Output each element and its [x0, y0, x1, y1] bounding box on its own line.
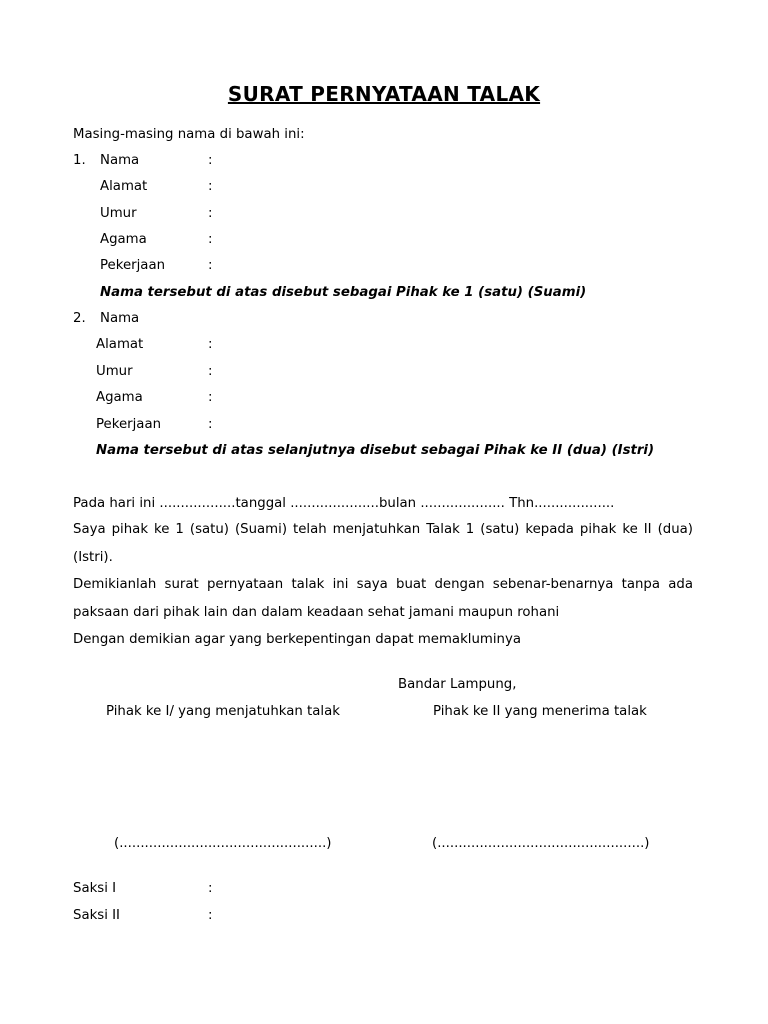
party2-colon-alamat: : — [208, 337, 213, 352]
place-text: Bandar Lampung, — [398, 677, 517, 692]
declaration-line-1: Demikianlah surat pernyataan talak ini saya buat dengan sebenar-benarnya tanpa ada — [73, 577, 693, 592]
signer2-blank: (.................................................) — [432, 836, 650, 851]
closing-text: Dengan demikian agar yang berkepentingan dapat memakluminya — [73, 632, 521, 647]
signer1-blank: (.................................................) — [114, 836, 332, 851]
party2-note: Nama tersebut di atas selanjutnya disebut sebagai Pihak ke II (dua) (Istri) — [96, 443, 655, 458]
party2-field-pekerjaan: Pekerjaan — [96, 417, 162, 432]
signer2-label: Pihak ke II yang menerima talak — [433, 704, 647, 719]
party2-colon-pekerjaan: : — [208, 417, 213, 432]
signer1-label: Pihak ke I/ yang menjatuhkan talak — [106, 704, 340, 719]
party1-colon-nama: : — [208, 153, 213, 168]
party2-colon-umur: : — [208, 364, 213, 379]
party1-colon-agama: : — [208, 232, 213, 247]
declaration-line-2: paksaan dari pihak lain dan dalam keadaan sehat jamani maupun rohani — [73, 605, 560, 620]
party1-note: Nama tersebut di atas disebut sebagai Pihak ke 1 (satu) (Suami) — [100, 285, 587, 300]
witness-1-colon: : — [208, 881, 213, 896]
date-line: Pada hari ini ..................tanggal .....................bulan .................... Thn................... — [73, 496, 615, 511]
party1-field-nama: Nama — [100, 153, 140, 168]
party1-colon-pekerjaan: : — [208, 258, 213, 273]
witness-2-label: Saksi II — [73, 908, 120, 923]
party2-field-agama: Agama — [96, 390, 143, 405]
statement-line-1: Saya pihak ke 1 (satu) (Suami) telah menjatuhkan Talak 1 (satu) kepada pihak ke II (dua) — [73, 522, 693, 537]
party2-colon-agama: : — [208, 390, 213, 405]
witness-1-label: Saksi I — [73, 881, 117, 896]
party1-field-pekerjaan: Pekerjaan — [100, 258, 166, 273]
party1-number: 1. — [73, 153, 86, 168]
party2-field-umur: Umur — [96, 364, 133, 379]
statement-line-2: (Istri). — [73, 550, 113, 565]
party2-number: 2. — [73, 311, 86, 326]
party1-field-umur: Umur — [100, 206, 137, 221]
party2-field-nama: Nama — [100, 311, 140, 326]
document-title: SURAT PERNYATAAN TALAK — [227, 82, 541, 106]
party1-field-alamat: Alamat — [100, 179, 148, 194]
witness-2-colon: : — [208, 908, 213, 923]
party2-field-alamat: Alamat — [96, 337, 144, 352]
party1-colon-alamat: : — [208, 179, 213, 194]
intro-text: Masing-masing nama di bawah ini: — [73, 127, 305, 142]
party1-field-agama: Agama — [100, 232, 147, 247]
party1-colon-umur: : — [208, 206, 213, 221]
